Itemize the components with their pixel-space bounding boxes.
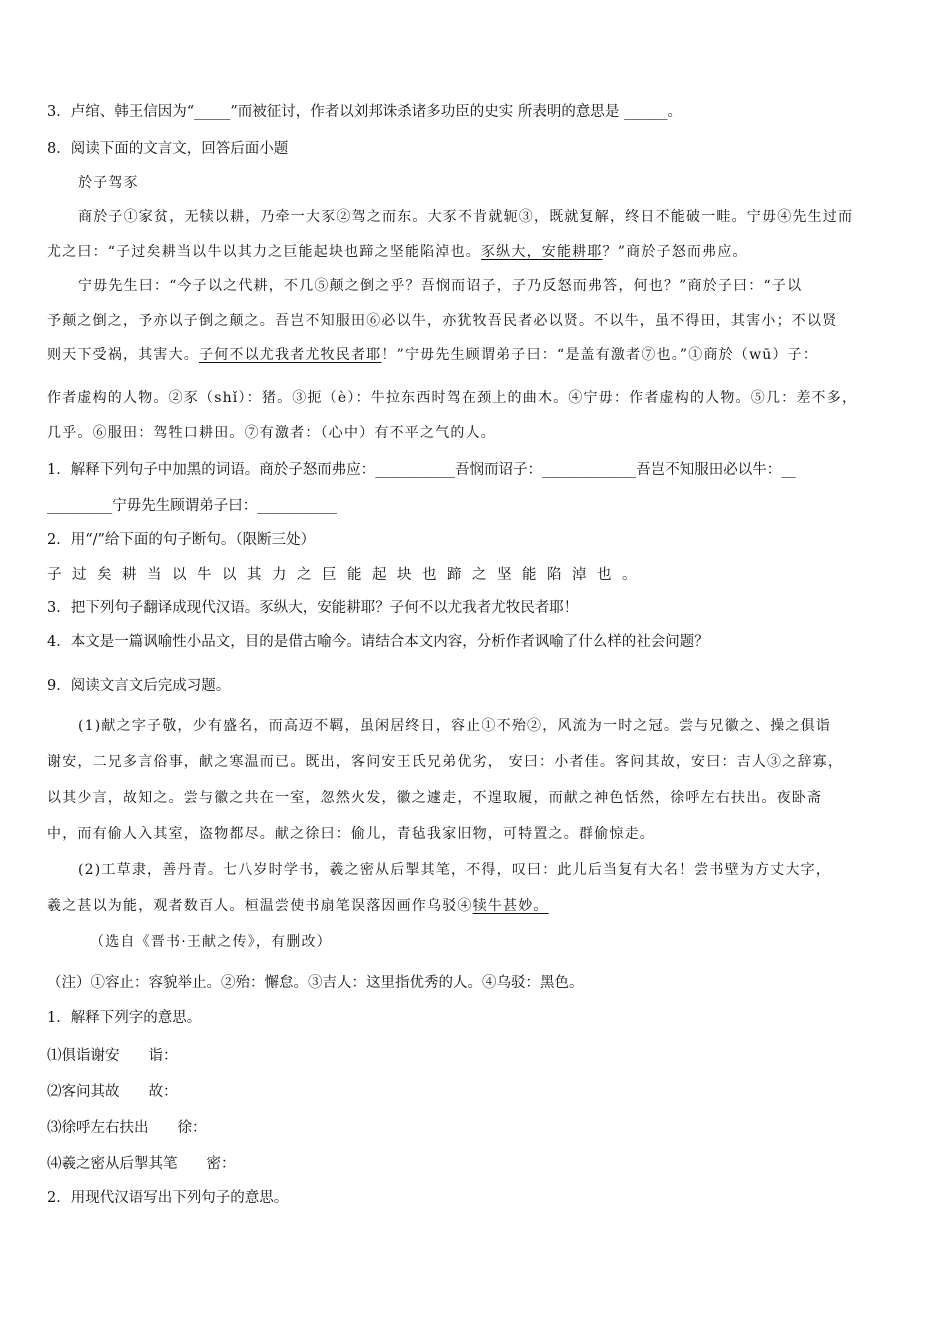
question-9-1-item-1: ⑴俱诣谢安 诣： xyxy=(47,1048,178,1064)
question-9-1: 1．解释下列字的意思。 xyxy=(47,1010,202,1026)
question-3-prev: 3．卢绾、韩王信因为“_____”而被征讨，作者以刘邦诛杀诸多功臣的史实 所表明的意思是 ______。 xyxy=(47,104,683,120)
question-9-1-item-3: ⑶徐呼左右扶出 徐： xyxy=(47,1120,207,1136)
passage-9-line-6: 羲之甚以为能，观者数百人。桓温尝使书扇笔误落因画作乌驳④犊牛甚妙。 xyxy=(47,898,549,914)
source-citation: （选自《晋书·王献之传》，有删改） xyxy=(90,934,332,950)
underlined-sentence: 子何不以尤我者尤牧民者耶 xyxy=(199,347,382,363)
passage-8-notes-1: 作者虚构的人物。②豕（shǐ）：猪。③扼（è）：牛拉东西时驾在颈上的曲木。④宁毋：作者虚构的人物。⑤几：差不多， xyxy=(47,390,858,406)
underlined-sentence: 犊牛甚妙。 xyxy=(472,898,549,914)
sentence-to-punctuate: 子过矣耕当以牛以其力之巨能起块也蹄之坚能陷淖也。 xyxy=(47,567,647,583)
passage-9-line-2: 谢安，二兄多言俗事，献之寒温而已。既出，客问安王氏兄弟优劣， 安曰：小者佳。客问其故，安曰：吉人③之辞寡， xyxy=(47,754,844,770)
passage-9-line-3: 以其少言，故知之。尝与徽之共在一室，忽然火发，徽之遽走，不遑取履，而献之神色恬然，徐呼左右扶出。夜卧斋 xyxy=(47,790,823,806)
passage-9-line-5: (2)工草隶，善丹青。七八岁时学书，羲之密从后掣其笔，不得，叹曰：此儿后当复有大名！尝书壁为方丈大字， xyxy=(78,862,832,878)
question-8-heading: 8．阅读下面的文言文，回答后面小题 xyxy=(47,141,289,157)
question-9-1-item-4: ⑷羲之密从后掣其笔 密： xyxy=(47,1156,236,1172)
passage-8-notes-2: 几乎。⑥服田：驾牲口耕田。⑦有激者：（心中）有不平之气的人。 xyxy=(47,425,496,441)
underlined-sentence: 豕纵大，安能耕耶 xyxy=(480,244,603,260)
question-9-2: 2．用现代汉语写出下列句子的意思。 xyxy=(47,1190,289,1206)
question-8-1: 1．解释下列句子中加黑的词语。商於子怒而弗应：___________吾悯而诏子：_____________吾岂不知服田必以牛：__ xyxy=(47,462,796,478)
passage-9-line-4: 中，而有偷人入其室，盗物都尽。献之徐曰：偷儿，青毡我家旧物，可特置之。群偷惊走。 xyxy=(47,826,655,842)
question-9-heading: 9．阅读文言文后完成习题。 xyxy=(47,678,231,694)
question-8-2: 2．用“/”给下面的句子断句。（限断三处） xyxy=(47,532,316,548)
passage-8-line-2: 尤之曰：“子过矣耕当以牛以其力之巨能起块也蹄之坚能陷淖也。豕纵大，安能耕耶？”商於子怒而弗应。 xyxy=(47,244,748,260)
passage-8-line-1: 商於子①家贫，无犊以耕，乃牵一大豕②驾之而东。大豕不肯就轭③，既就复解，终日不能破一畦。宁毋④先生过而 xyxy=(78,209,854,225)
passage-8-line-3: 宁毋先生曰：“今子以之代耕，不几⑤颠之倒之乎？吾悯而诏子，子乃反怒而弗答，何也？”商於子曰：“子以 xyxy=(78,278,803,294)
passage-title: 於子驾豕 xyxy=(78,175,139,191)
question-9-1-item-2: ⑵客问其故 故： xyxy=(47,1084,178,1100)
passage-8-line-4: 予颠之倒之，予亦以子倒之颠之。吾岂不知服田⑥必以牛，亦犹牧吾民者必以贤。不以牛，虽不得田，其害小；不以贤 xyxy=(47,313,838,329)
passage-9-line-1: (1)献之字子敬，少有盛名，而高迈不羁，虽闲居终日，容止①不殆②，风流为一时之冠。尝与兄徽之、操之俱诣 xyxy=(78,718,832,734)
question-8-4: 4．本文是一篇讽喻性小品文，目的是借古喻今。请结合本文内容，分析作者讽喻了什么样的社会问题？ xyxy=(47,634,709,650)
question-8-1-cont: _________宁毋先生顾谓弟子曰：___________ xyxy=(47,498,337,514)
annotation-notes: （注）①容止：容貌举止。②殆：懈怠。③吉人：这里指优秀的人。④乌驳：黑色。 xyxy=(47,975,584,991)
question-8-3: 3．把下列句子翻译成现代汉语。豕纵大，安能耕耶？子何不以尤我者尤牧民者耶！ xyxy=(47,600,579,616)
passage-8-line-5: 则天下受祸，其害大。子何不以尤我者尤牧民者耶！”宁毋先生顾谓弟子曰：“是盖有激者⑦也。”①商於（wū）子： xyxy=(47,347,819,363)
